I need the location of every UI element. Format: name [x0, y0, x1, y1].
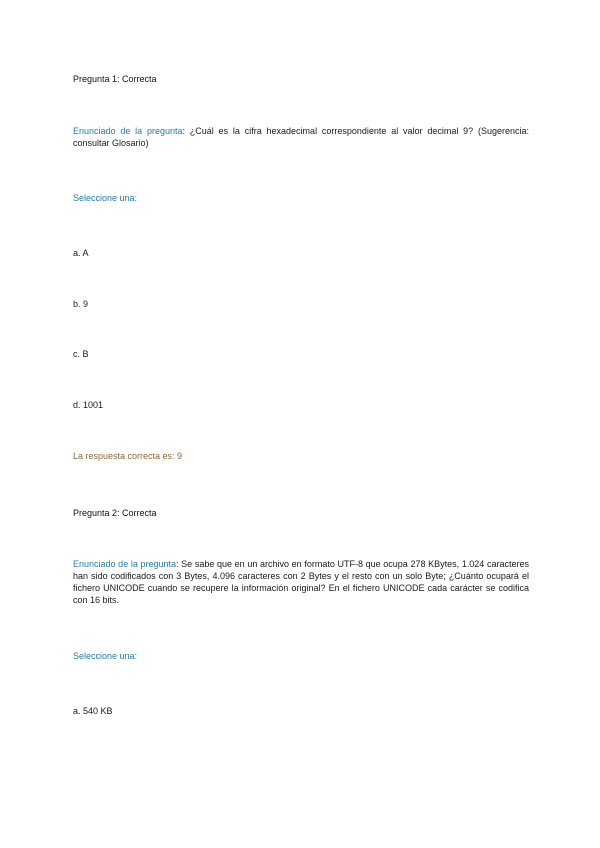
question-2-statement-label: Enunciado de la pregunta	[73, 559, 177, 569]
question-1-correct-answer: La respuesta correcta es: 9	[73, 451, 183, 461]
question-2-select-label: Seleccione una:	[73, 651, 138, 661]
question-1-option-c[interactable]: c. B	[73, 349, 89, 359]
question-2-title: Pregunta 2: Correcta	[73, 508, 157, 518]
question-1-title: Pregunta 1: Correcta	[73, 74, 157, 84]
question-1-statement-label: Enunciado de la pregunta	[73, 126, 183, 136]
question-2-statement-text: : Se sabe que en un archivo en formato UTF-8 que ocupa 278 KBytes, 1.024 caracteres han sido codificados con 3 Bytes, 4.096 caracteres con 2 Bytes y el resto con un solo Byte; ¿Cuánto ocupará el fichero UNICODE cuando se recupere la información original? En el fichero UNICODE cada carácter se codifica con 16 bits.	[73, 559, 529, 605]
question-1-statement	[73, 125, 529, 149]
question-1-option-d[interactable]: d. 1001	[73, 400, 104, 410]
question-1-option-b[interactable]: b. 9	[73, 299, 89, 309]
question-2-option-a[interactable]: a. 540 KB	[73, 706, 113, 716]
question-2-statement	[73, 558, 529, 606]
question-1-statement-text: : ¿Cuál es la cifra hexadecimal correspondiente al valor decimal 9? (Sugerencia: consultar Glosario)	[73, 126, 529, 148]
question-1-select-label: Seleccione una:	[73, 193, 138, 203]
question-1-option-a[interactable]: a. A	[73, 248, 89, 258]
